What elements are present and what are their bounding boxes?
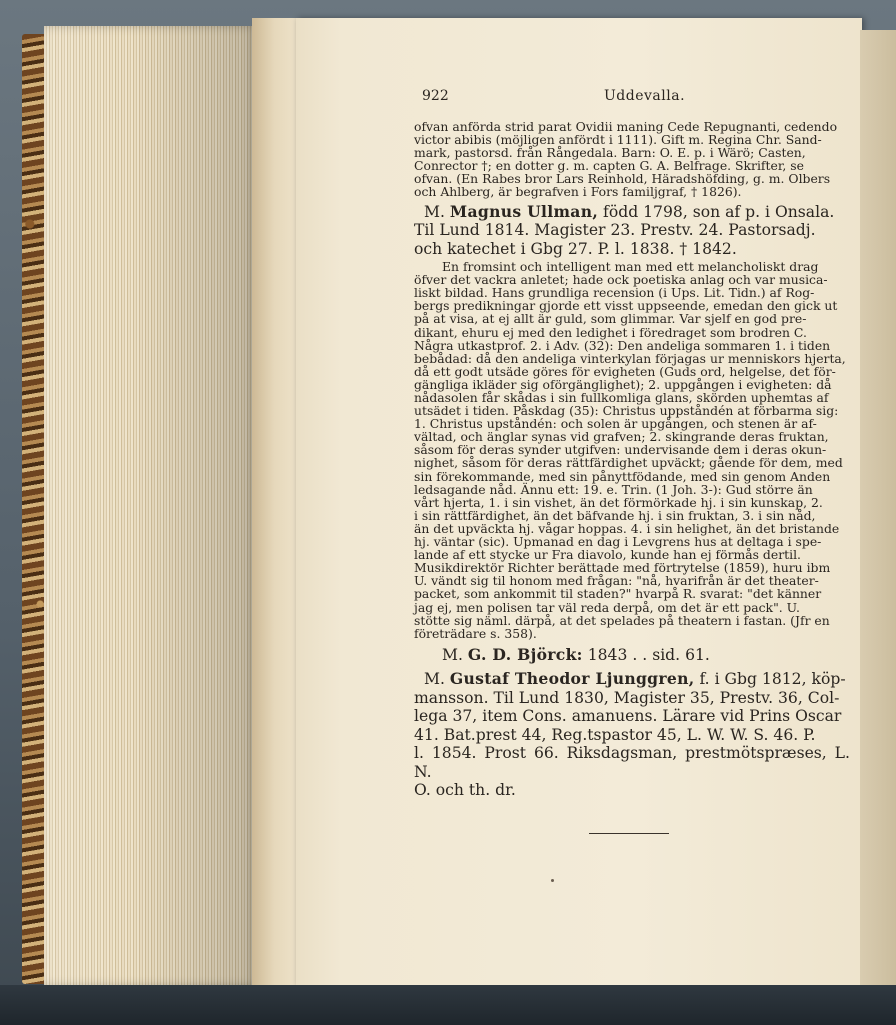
note-line: bergs predikningar gjorde ett visst uppseende, emedan den gick ut xyxy=(414,298,838,314)
table-surface xyxy=(0,985,896,1025)
note-line: ledsagande nåd. Ännu ett: 19. e. Trin. (1 Joh. 3-): Gud större än xyxy=(414,481,813,497)
entry-ljunggren xyxy=(414,670,850,800)
note-line: dikant, ehuru ej med den ledighet i föredraget som brodren C. xyxy=(414,324,807,340)
entry-line: och katechet i Gbg 27. P. l. 1838. † 1842. xyxy=(414,239,737,258)
note-line: vårt hjerta, 1. i sin vishet, än det förmörkade hj. i sin kunskap, 2. xyxy=(414,494,823,510)
note-line: öfver det vackra anletet; hade ock poetiska anlag och var musica- xyxy=(414,272,828,288)
person-name: Gustaf Theodor Ljunggren, xyxy=(449,669,695,689)
person-name: G. D. Björck: xyxy=(467,644,583,664)
entry-prefix: M. xyxy=(424,202,445,221)
entry-prefix: M. xyxy=(442,645,463,664)
entry-heading-line xyxy=(414,670,850,689)
running-head xyxy=(414,88,850,108)
text-line: ofvan anförda strid parat Ovidii maning Cede Repugnanti, cedendo xyxy=(414,119,838,134)
text-line: ofvan. (En Rabes bror Lars Reinhold, Häradshöfding, g. m. Olbers xyxy=(414,171,831,187)
note-line: nighet, såsom för deras rättfärdighet upväckt; gående för dem, med xyxy=(414,455,843,471)
note-line: utsädet i tiden. Påskdag (35): Christus uppståndén at förbarma sig: xyxy=(414,403,839,419)
note-line: packet, som ankommit til staden?" hvarpå R. svarat: "det känner xyxy=(414,586,822,602)
note-line: stötte sig näml. därpå, at det spelades på theatern i fastan. (Jfr en xyxy=(414,612,830,628)
entry-heading-line xyxy=(414,203,850,222)
note-line: gängliga ikläder sig oförgänglighet); 2. uppgången i evigheten: då xyxy=(414,376,832,392)
entry-line: Til Lund 1814. Magister 23. Prestv. 24. Pastorsadj. xyxy=(414,221,816,240)
note-line: företrädare s. 358). xyxy=(414,625,537,641)
page-text xyxy=(414,88,850,800)
entry-line: mansson. Til Lund 1830, Magister 35, Prestv. 36, Col- xyxy=(414,688,840,707)
text-line: Conrector †; en dotter g. m. capten G. A. Belfrage. Skrifter, se xyxy=(414,158,804,174)
page-heading: Uddevalla. xyxy=(604,88,686,104)
note-line: än det upväckta hj. vågar hoppas. 4. i sin helighet, än det bristande xyxy=(414,520,840,536)
entry-text: 1843 . . sid. 61. xyxy=(587,645,710,664)
note-line: såsom för deras synder utgifven: undervisande dem i deras okun- xyxy=(414,442,827,458)
text-line: victor abibis (möjligen anfördt i 1111). Gift m. Regina Chr. Sand- xyxy=(414,132,822,148)
entry-line: 41. Bat.prest 44, Reg.tspastor 45, L. W. W. S. 46. P. xyxy=(414,725,816,744)
page-number: 922 xyxy=(422,88,449,104)
entry-line: O. och th. dr. xyxy=(414,781,516,800)
binding-gutter xyxy=(252,18,302,988)
text-line: mark, pastorsd. från Rångedala. Barn: O. E. p. i Wärö; Casten, xyxy=(414,145,806,161)
continuation-paragraph xyxy=(414,120,850,199)
note-line: Musikdirektör Richter berättade med förtrytelse (1859), huru ibm xyxy=(414,560,831,576)
note-line: jag ej, men polisen tar väl reda derpå, om det är ett pack". U. xyxy=(414,599,800,615)
entry-text: född 1798, son af p. i Onsala. xyxy=(603,202,835,221)
page-stack-shade xyxy=(44,26,258,986)
entry-line: l. 1854. Prost 66. Riksdagsman, prestmötspræses, L. N. xyxy=(414,744,850,781)
paper-speck xyxy=(551,879,554,882)
note-line: vältad, och änglar synas vid grafven; 2. skingrande deras fruktan, xyxy=(414,429,829,445)
note-line: hj. väntar (sic). Upmanad en dag i Levgrens hus at deltaga i spe- xyxy=(414,534,822,550)
entry-ullman xyxy=(414,203,850,259)
end-rule xyxy=(589,833,669,834)
entry-bjorck xyxy=(414,646,850,665)
note-line: lande af ett stycke ur Fra diavolo, kunde han ej förmås dertil. xyxy=(414,547,801,563)
person-name: Magnus Ullman, xyxy=(449,201,599,221)
note-line: bebådad: då den andeliga vinterkylan förjagas ur menniskors hjerta, xyxy=(414,350,846,366)
note-line: nådasolen får skådas i sin fullkomliga glans, skörden uphemtas af xyxy=(414,390,829,405)
entry-line: lega 37, item Cons. amanuens. Lärare vid Prins Oscar xyxy=(414,707,842,726)
note-line: 1. Christus upståndén: och solen är upgången, och stenen är af- xyxy=(414,416,817,432)
note-line: på at visa, at ej allt är guld, som glimmar. Var sjelf en god pre- xyxy=(414,311,807,327)
note-line: Några utkastprof. 2. i Adv. (32): Den andeliga sommaren 1. i tiden xyxy=(414,337,831,353)
note-line: liskt bildad. Hans grundliga recension (i Ups. Lit. Tidn.) af Rog- xyxy=(414,285,815,301)
entry-text: f. i Gbg 1812, köp- xyxy=(699,670,846,689)
note-line: i sin rättfärdighet, än det bäfvande hj. i sin fruktan, 3. i sin nåd, xyxy=(414,507,816,523)
note-line: då ett godt utsäde göres för evigheten (Guds ord, helgelse, det för- xyxy=(414,363,836,379)
note-line: U. vändt sig til honom med frågan: "nå, hvarifrån är det theater- xyxy=(414,573,819,589)
text-line: och Ahlberg, är begrafven i Fors familjgraf, † 1826). xyxy=(414,184,742,200)
right-cover-edge xyxy=(860,30,896,985)
entry-prefix: M. xyxy=(424,670,445,689)
note-line: En fromsint och intelligent man med ett melancholiskt drag xyxy=(442,259,819,275)
entry-ullman-notes xyxy=(414,260,850,640)
note-line: sin förekommande, med sin pånyttfödande, med sin genom Anden xyxy=(414,468,831,484)
